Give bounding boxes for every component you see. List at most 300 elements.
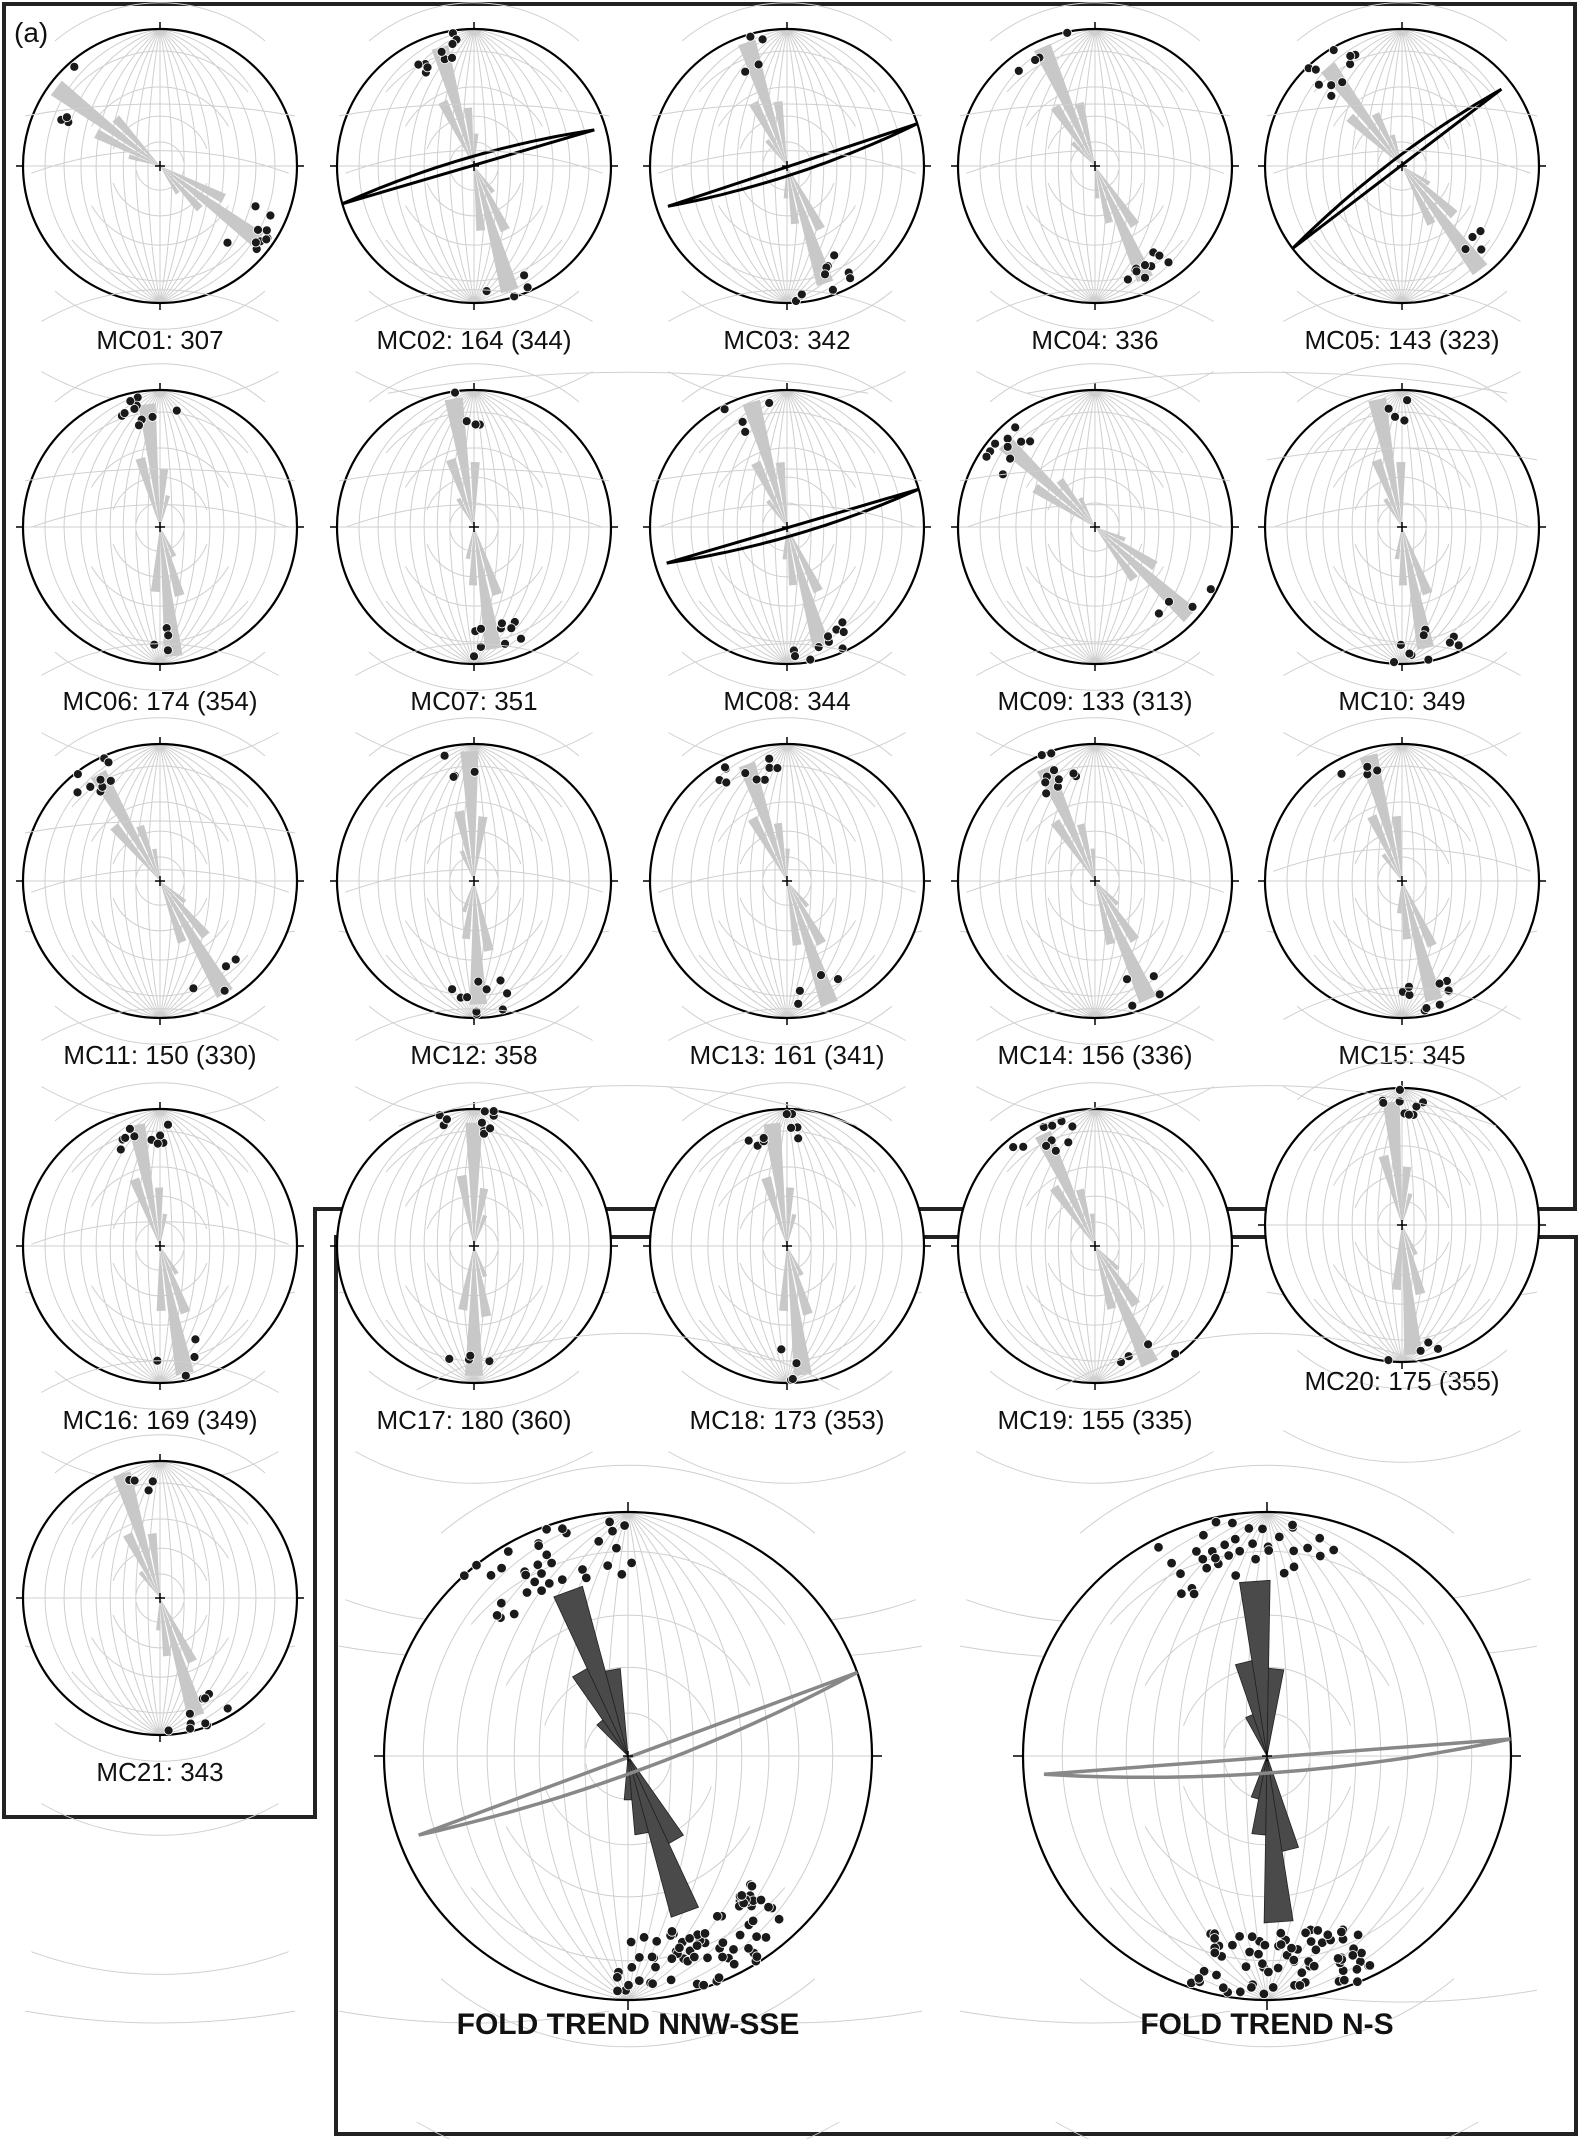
net-caption: MC07: 351 <box>410 686 538 716</box>
data-point <box>613 1973 623 1983</box>
data-point <box>627 1558 637 1568</box>
data-point <box>1422 1004 1431 1013</box>
data-point <box>1390 658 1399 667</box>
data-point <box>1468 233 1477 242</box>
data-point <box>1477 245 1486 254</box>
data-point <box>1311 65 1320 74</box>
net-caption: MC08: 344 <box>723 686 851 716</box>
data-point <box>764 1902 774 1912</box>
net-caption: MC17: 180 (360) <box>376 1405 572 1435</box>
data-point <box>729 1959 739 1969</box>
data-point <box>624 1980 634 1990</box>
data-point <box>1289 1955 1299 1965</box>
net-caption: MC21: 343 <box>96 1757 224 1787</box>
data-point <box>834 975 843 984</box>
data-point <box>795 986 804 995</box>
data-point <box>471 420 480 429</box>
data-point <box>254 225 263 234</box>
data-point <box>1165 597 1174 606</box>
data-point <box>503 989 512 998</box>
net-caption: MC06: 174 (354) <box>62 686 258 716</box>
data-point <box>1303 1543 1313 1553</box>
data-point <box>627 1963 637 1973</box>
data-point <box>667 1954 677 1964</box>
data-point <box>201 1719 210 1728</box>
data-point <box>1435 1000 1444 1009</box>
data-point <box>1327 81 1336 90</box>
data-point <box>746 32 755 41</box>
data-point <box>846 274 855 283</box>
data-point <box>773 764 782 773</box>
data-point <box>1164 258 1173 267</box>
data-point <box>1210 1948 1220 1958</box>
data-point <box>1279 1568 1289 1578</box>
data-point <box>1198 1554 1208 1564</box>
net-caption: MC12: 358 <box>410 1040 538 1070</box>
data-point <box>517 634 526 643</box>
data-point <box>817 971 826 980</box>
data-point <box>1247 1983 1257 1993</box>
data-point <box>703 1953 713 1963</box>
data-point <box>135 421 144 430</box>
data-point <box>1042 789 1051 798</box>
data-point <box>521 1570 531 1580</box>
data-point <box>482 287 491 296</box>
data-point <box>1228 1940 1238 1950</box>
data-point <box>1063 28 1072 37</box>
data-point <box>537 1569 547 1579</box>
data-point <box>1405 1110 1414 1119</box>
data-point <box>721 763 730 772</box>
data-point <box>460 1571 470 1581</box>
data-point <box>620 1521 630 1531</box>
data-point <box>752 1932 762 1942</box>
data-point <box>472 1560 482 1570</box>
data-point <box>1123 275 1132 284</box>
data-point <box>1224 1551 1234 1561</box>
data-point <box>1348 1951 1358 1961</box>
data-point <box>738 417 747 426</box>
data-point <box>492 1611 502 1621</box>
data-point <box>520 271 529 280</box>
data-point <box>477 624 486 633</box>
data-point <box>262 226 271 235</box>
data-point <box>530 1577 540 1587</box>
data-point <box>761 1933 771 1943</box>
data-point <box>744 1944 754 1954</box>
net-caption: MC18: 173 (353) <box>689 1405 885 1435</box>
data-point <box>125 1124 134 1133</box>
data-point <box>1210 1934 1220 1944</box>
data-point <box>1333 1954 1343 1964</box>
data-point <box>1177 1589 1187 1599</box>
data-point <box>1323 1930 1333 1940</box>
data-point <box>1211 1553 1221 1563</box>
data-point <box>1212 1970 1222 1980</box>
data-point <box>700 1929 710 1939</box>
data-point <box>523 283 532 292</box>
data-point <box>737 1891 747 1901</box>
data-point <box>104 758 113 767</box>
data-point <box>251 202 260 211</box>
data-point <box>1264 1546 1274 1556</box>
data-point <box>1264 1967 1274 1977</box>
data-point <box>448 53 457 62</box>
data-point <box>594 1537 604 1547</box>
data-point <box>675 1943 685 1953</box>
data-point <box>440 751 449 760</box>
data-point <box>558 1575 568 1585</box>
data-point <box>266 211 275 220</box>
data-point <box>423 63 432 72</box>
net-caption: MC19: 155 (335) <box>997 1405 1193 1435</box>
data-point <box>1416 1346 1425 1355</box>
data-point <box>838 618 847 627</box>
data-point <box>788 1375 797 1384</box>
data-point <box>451 388 460 397</box>
data-point <box>480 1107 489 1116</box>
net-caption: MC09: 133 (313) <box>997 686 1193 716</box>
data-point <box>741 67 750 76</box>
data-point <box>222 962 231 971</box>
data-point <box>603 1561 613 1571</box>
data-point <box>1314 80 1323 89</box>
data-point <box>501 639 510 648</box>
data-point <box>1313 1926 1323 1936</box>
data-point <box>1202 1563 1212 1573</box>
data-point <box>1054 775 1063 784</box>
data-point <box>1219 1983 1229 1993</box>
data-point <box>1346 52 1355 61</box>
data-point <box>1235 1932 1245 1942</box>
data-point <box>690 1952 700 1962</box>
data-point <box>612 1543 622 1553</box>
data-point <box>821 270 830 279</box>
data-point <box>1231 1534 1241 1544</box>
data-point <box>164 1726 173 1735</box>
data-point <box>1315 1533 1325 1543</box>
data-point <box>1167 1558 1177 1568</box>
data-point <box>729 1945 739 1955</box>
data-point <box>1154 609 1163 618</box>
data-point <box>1289 1546 1299 1556</box>
data-point <box>489 1107 498 1116</box>
data-point <box>692 1941 702 1951</box>
data-point <box>718 1952 728 1962</box>
data-point <box>1141 261 1150 270</box>
data-point <box>760 775 769 784</box>
data-point <box>748 1916 758 1926</box>
data-point <box>534 1541 544 1551</box>
data-point <box>1365 1961 1375 1971</box>
data-point <box>130 1476 139 1485</box>
data-point <box>1391 412 1400 421</box>
data-point <box>1128 1001 1137 1010</box>
data-point <box>1297 1968 1307 1978</box>
data-point <box>714 1973 724 1983</box>
data-point <box>794 999 803 1008</box>
data-point <box>814 643 823 652</box>
data-point <box>537 1586 547 1596</box>
data-point <box>220 986 229 995</box>
data-point <box>1309 1961 1319 1971</box>
data-point <box>667 1927 677 1937</box>
data-point <box>1068 1122 1077 1131</box>
net-caption: MC10: 349 <box>1338 686 1466 716</box>
data-point <box>1189 1589 1199 1599</box>
data-point <box>1273 1963 1283 1973</box>
data-point <box>73 770 82 779</box>
data-point <box>172 406 181 415</box>
data-point <box>1268 1983 1278 1993</box>
data-point <box>442 1115 451 1124</box>
data-point <box>558 1524 568 1534</box>
data-point <box>186 1724 195 1733</box>
data-point <box>507 624 516 633</box>
data-point <box>1353 1930 1363 1940</box>
data-point <box>635 1953 645 1963</box>
data-point <box>982 452 991 461</box>
data-point <box>1276 1928 1286 1938</box>
data-point <box>1251 1554 1261 1564</box>
net-caption: MC13: 161 (341) <box>689 1040 885 1070</box>
data-point <box>617 1570 627 1580</box>
data-point <box>720 405 729 414</box>
data-point <box>1009 1143 1018 1152</box>
data-point <box>463 993 472 1002</box>
data-point <box>1395 1085 1404 1094</box>
data-point <box>1247 1932 1257 1942</box>
data-point <box>466 1351 475 1360</box>
data-point <box>1003 442 1012 451</box>
data-point <box>1037 751 1046 760</box>
data-point <box>758 35 767 44</box>
data-point <box>1006 454 1015 463</box>
data-point <box>752 775 761 784</box>
data-point <box>806 655 815 664</box>
data-point <box>1050 766 1059 775</box>
data-point <box>648 1979 658 1989</box>
data-point <box>652 1937 662 1947</box>
data-point <box>1435 979 1444 988</box>
data-point <box>470 767 479 776</box>
data-point <box>1288 1520 1298 1530</box>
data-point <box>164 1120 173 1129</box>
data-point <box>1276 1940 1286 1950</box>
data-point <box>774 1914 784 1924</box>
data-point <box>1454 641 1463 650</box>
data-point <box>1199 1530 1209 1540</box>
data-point <box>1014 66 1023 75</box>
data-point <box>777 1345 786 1354</box>
data-point <box>1258 1959 1268 1969</box>
data-point <box>1155 990 1164 999</box>
data-point <box>163 646 172 655</box>
data-point <box>62 113 71 122</box>
data-point <box>1042 1141 1051 1150</box>
data-point <box>1259 1989 1269 1999</box>
data-point <box>1353 1977 1363 1987</box>
data-point <box>1445 638 1454 647</box>
data-point <box>1287 1943 1297 1953</box>
data-point <box>1211 1517 1221 1527</box>
net-caption: MC16: 169 (349) <box>62 1405 258 1435</box>
net-caption: MC20: 175 (355) <box>1304 1366 1500 1396</box>
data-point <box>794 1134 803 1143</box>
data-point <box>231 955 240 964</box>
data-point <box>741 769 750 778</box>
data-point <box>106 776 115 785</box>
data-point <box>191 1335 200 1344</box>
data-point <box>713 1912 723 1922</box>
data-point <box>824 632 833 641</box>
data-point <box>1149 972 1158 981</box>
data-point <box>1384 404 1393 413</box>
data-point <box>153 1139 162 1148</box>
data-point <box>474 977 483 986</box>
data-point <box>1171 1349 1180 1358</box>
net-caption: MC03: 342 <box>723 325 851 355</box>
data-point <box>1019 1142 1028 1151</box>
data-point <box>722 778 731 787</box>
data-point <box>482 985 491 994</box>
data-point <box>1346 60 1355 69</box>
data-point <box>1155 251 1164 260</box>
data-point <box>1231 1571 1241 1581</box>
data-point <box>735 1930 745 1940</box>
data-point <box>1141 273 1150 282</box>
data-point <box>1352 1965 1362 1975</box>
data-point <box>164 631 173 640</box>
data-point <box>1235 1546 1245 1556</box>
data-point <box>1444 986 1453 995</box>
data-point <box>792 1359 801 1368</box>
data-point <box>1248 1539 1258 1549</box>
data-point <box>797 290 806 299</box>
data-point <box>448 985 457 994</box>
data-point <box>1017 437 1026 446</box>
data-point <box>1047 749 1056 758</box>
data-point <box>486 1124 495 1133</box>
data-point <box>1011 423 1020 432</box>
data-point <box>1051 1146 1060 1155</box>
data-point <box>70 62 79 71</box>
data-point <box>1026 437 1035 446</box>
data-point <box>1228 1518 1238 1528</box>
data-point <box>545 1579 555 1589</box>
data-point <box>1340 1975 1350 1985</box>
data-point <box>120 409 129 418</box>
data-point <box>613 1986 623 1996</box>
data-point <box>747 1881 757 1891</box>
data-point <box>1236 1987 1246 1997</box>
data-point <box>639 1933 649 1943</box>
data-point <box>477 1118 486 1127</box>
data-point <box>651 1962 661 1972</box>
data-point <box>462 417 471 426</box>
data-point <box>1461 245 1470 254</box>
data-point <box>73 788 82 797</box>
data-point <box>699 1980 709 1990</box>
data-point <box>605 1517 615 1527</box>
data-point <box>1424 1338 1433 1347</box>
net-caption: FOLD TREND NNW-SSE <box>456 2008 800 2041</box>
data-point <box>1476 227 1485 236</box>
data-point <box>547 1558 557 1568</box>
data-point <box>190 1353 199 1362</box>
net-caption: FOLD TREND N-S <box>1140 2008 1394 2041</box>
data-point <box>1220 1540 1230 1550</box>
data-point <box>582 1573 592 1583</box>
data-point <box>1254 1949 1264 1959</box>
data-point <box>1311 1945 1321 1955</box>
data-point <box>1327 91 1336 100</box>
data-point <box>1403 396 1412 405</box>
data-point <box>86 782 95 791</box>
data-point <box>1405 649 1414 658</box>
data-point <box>144 1486 153 1495</box>
data-point <box>1064 1138 1073 1147</box>
data-point <box>1258 1524 1268 1534</box>
data-point <box>522 1588 532 1598</box>
data-point <box>126 397 135 406</box>
data-point <box>1245 1947 1255 1957</box>
data-point <box>838 644 847 653</box>
data-point <box>1373 766 1382 775</box>
net-caption: MC14: 156 (336) <box>997 1040 1193 1070</box>
net-caption: MC11: 150 (330) <box>63 1040 257 1070</box>
data-point <box>1316 1551 1326 1561</box>
data-point <box>1337 1927 1347 1937</box>
data-point <box>504 1547 514 1557</box>
data-point <box>666 1975 676 1985</box>
data-point <box>223 238 232 247</box>
data-point <box>437 47 446 56</box>
net-caption: MC15: 345 <box>1338 1040 1466 1070</box>
data-point <box>752 1952 762 1962</box>
data-point <box>1188 602 1197 611</box>
data-point <box>754 60 763 69</box>
data-point <box>498 1005 507 1014</box>
data-point <box>718 1938 728 1948</box>
data-point <box>1069 769 1078 778</box>
data-point <box>1400 416 1409 425</box>
data-point <box>251 238 260 247</box>
data-point <box>1338 78 1347 87</box>
data-point <box>1132 267 1141 276</box>
data-point <box>744 1136 753 1145</box>
data-point <box>116 1145 125 1154</box>
data-point <box>830 251 839 260</box>
data-point <box>1260 1940 1270 1950</box>
data-point <box>1192 1547 1202 1557</box>
data-point <box>148 412 157 421</box>
data-point <box>741 427 750 436</box>
data-point <box>1384 1356 1393 1365</box>
data-point <box>189 984 198 993</box>
data-point <box>96 775 105 784</box>
data-point <box>448 40 457 49</box>
data-point <box>1329 46 1338 55</box>
data-point <box>1154 1543 1164 1553</box>
data-point <box>1301 1928 1311 1938</box>
data-point <box>445 1354 454 1363</box>
data-point <box>1337 769 1346 778</box>
data-point <box>1144 1340 1153 1349</box>
data-point <box>1424 655 1433 664</box>
data-point <box>497 619 506 628</box>
data-point <box>181 1371 190 1380</box>
